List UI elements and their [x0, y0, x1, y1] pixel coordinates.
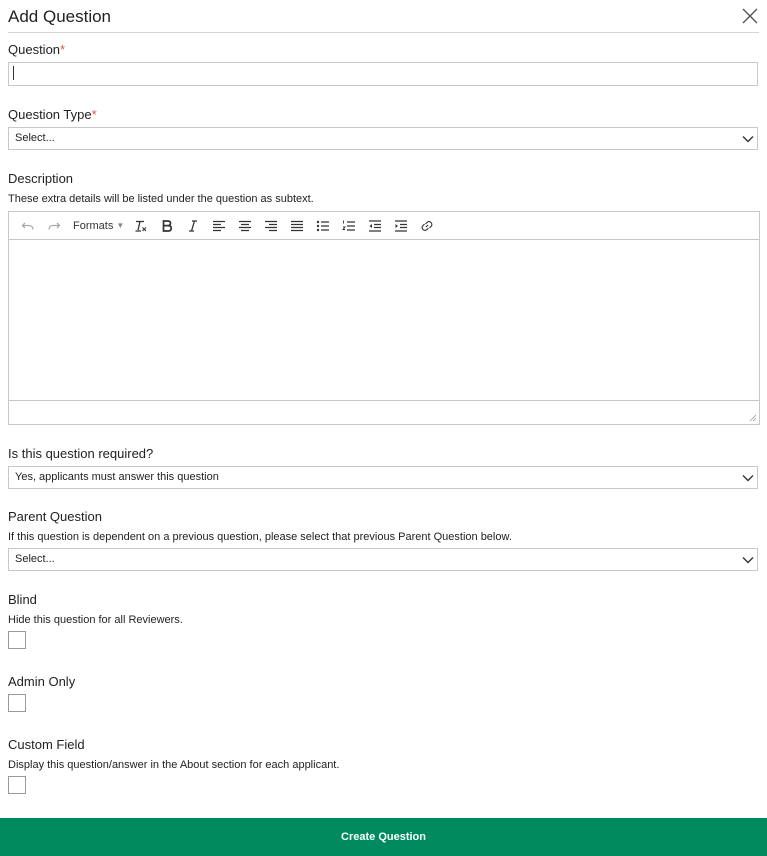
modal-header — [8, 6, 759, 33]
numbered-list-icon[interactable] — [336, 215, 362, 237]
parent-question-select[interactable] — [8, 548, 758, 571]
required-label: Is this question required? — [8, 446, 154, 461]
description-label: Description — [8, 171, 74, 186]
italic-icon[interactable] — [180, 215, 206, 237]
outdent-icon[interactable] — [362, 215, 388, 237]
align-right-icon[interactable] — [258, 215, 284, 237]
parent-question-selected: Select... — [15, 553, 55, 565]
parent-question-help: If this question is dependent on a previous question, please select that previous Parent Question below. — [8, 531, 512, 543]
question-label-text: Question — [8, 42, 61, 57]
question-input[interactable] — [8, 62, 758, 86]
bold-icon[interactable] — [154, 215, 180, 237]
resize-handle-icon[interactable] — [749, 414, 757, 422]
blind-checkbox[interactable] — [8, 631, 26, 649]
align-left-icon[interactable] — [206, 215, 232, 237]
redo-icon[interactable] — [41, 215, 67, 237]
bullet-list-icon[interactable] — [310, 215, 336, 237]
undo-icon[interactable] — [15, 215, 41, 237]
description-help: These extra details will be listed under the question as subtext. — [8, 193, 314, 205]
create-question-button[interactable]: Create Question — [0, 818, 767, 856]
close-icon[interactable] — [741, 7, 759, 25]
editor-body[interactable] — [9, 240, 759, 401]
blind-help: Hide this question for all Reviewers. — [8, 614, 183, 626]
admin-only-checkbox[interactable] — [8, 694, 26, 712]
question-type-label-text: Question Type — [8, 107, 92, 122]
chevron-down-icon — [742, 133, 754, 145]
formats-label: Formats — [73, 219, 114, 232]
custom-field-checkbox[interactable] — [8, 776, 26, 794]
text-caret — [13, 66, 14, 80]
rich-text-editor — [8, 211, 760, 425]
blind-label: Blind — [8, 592, 37, 607]
clear-formatting-icon[interactable] — [128, 215, 154, 237]
parent-question-label: Parent Question — [8, 509, 102, 524]
required-select[interactable] — [8, 466, 758, 489]
chevron-down-icon — [742, 472, 754, 484]
chevron-down-icon — [742, 554, 754, 566]
formats-arrow-icon: ▼ — [116, 221, 125, 230]
custom-field-label: Custom Field — [8, 737, 85, 752]
admin-only-label: Admin Only — [8, 674, 76, 689]
required-mark: * — [91, 107, 97, 122]
custom-field-help: Display this question/answer in the About section for each applicant. — [8, 759, 340, 771]
required-mark: * — [60, 42, 66, 57]
align-justify-icon[interactable] — [284, 215, 310, 237]
question-type-select[interactable] — [8, 127, 758, 150]
editor-toolbar — [9, 212, 759, 240]
required-selected: Yes, applicants must answer this question — [15, 471, 219, 483]
question-label — [8, 42, 65, 58]
indent-icon[interactable] — [388, 215, 414, 237]
editor-statusbar — [9, 401, 759, 424]
align-center-icon[interactable] — [232, 215, 258, 237]
formats-dropdown[interactable] — [67, 215, 128, 237]
question-type-selected: Select... — [15, 132, 55, 144]
modal-title: Add Question — [8, 7, 112, 26]
question-type-label — [8, 107, 97, 123]
link-icon[interactable] — [414, 215, 440, 237]
